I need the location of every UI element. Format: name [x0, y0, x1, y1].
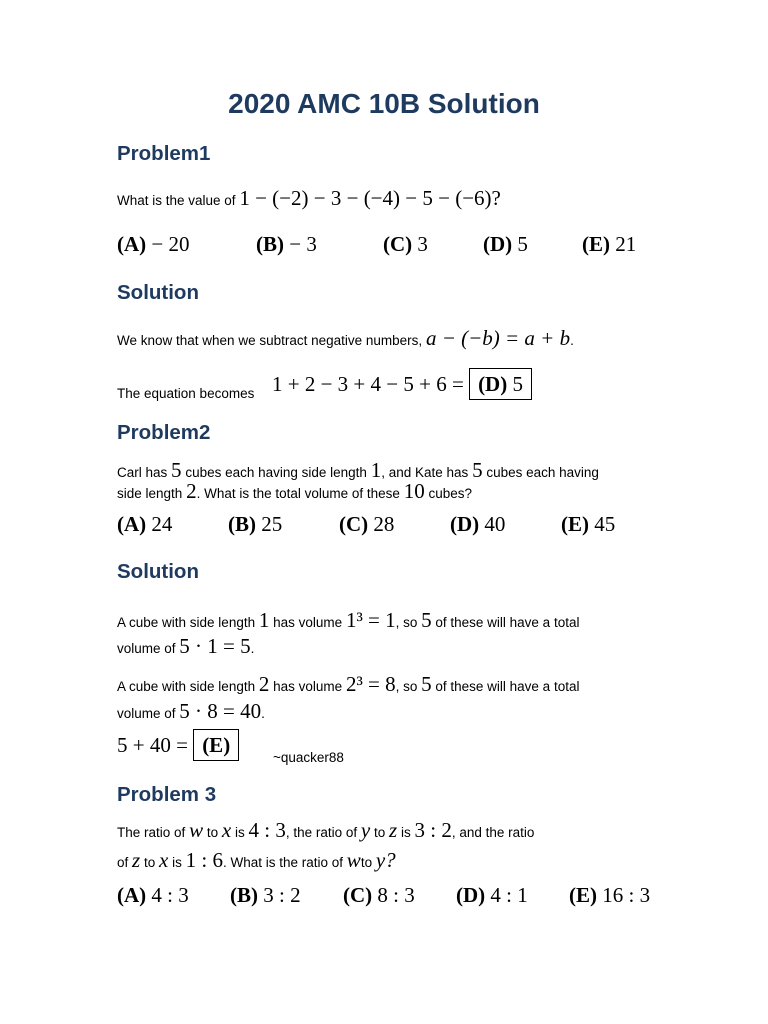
- problem3-choice-d: (D) 4 : 1: [456, 883, 528, 907]
- problem2-choice-a: (A) 24: [117, 512, 173, 536]
- problem3-heading: Problem 3: [117, 783, 217, 806]
- problem2-text-line1: Carl has 5 cubes each having side length 1, and Kate has 5 cubes each having: [117, 458, 599, 482]
- solution2-final: 5 + 40 = (E): [117, 729, 239, 761]
- solution1-heading: Solution: [117, 281, 199, 304]
- solution2-line2: volume of 5 · 1 = 5.: [117, 634, 255, 658]
- solution2-boxed-answer: (E): [193, 729, 239, 761]
- problem3-choice-b: (B) 3 : 2: [230, 883, 301, 907]
- problem3-text-line2: of z to x is 1 : 6. What is the ratio of wto y?: [117, 848, 396, 872]
- solution2-line1: A cube with side length 1 has volume 1³ = 1, so 5 of these will have a total: [117, 608, 580, 632]
- problem2-choice-e: (E) 45: [561, 512, 616, 536]
- solution1-identity-math: a − (−b) = a + b: [425, 326, 571, 350]
- problem1-question-text: What is the value of: [117, 193, 236, 208]
- solution1-boxed-answer: (D) 5: [469, 368, 532, 400]
- problem2-choice-d: (D) 40: [450, 512, 506, 536]
- problem1-question: [117, 186, 501, 211]
- problem2-choice-b: (B) 25: [228, 512, 283, 536]
- problem3-choice-c: (C) 8 : 3: [343, 883, 415, 907]
- problem3-choice-e: (E) 16 : 3: [569, 883, 651, 907]
- solution1-equation: 1 + 2 − 3 + 4 − 5 + 6 = (D) 5: [272, 368, 532, 400]
- problem1-choice-e: (E) 21: [582, 232, 637, 256]
- problem1-question-math: 1 − (−2) − 3 − (−4) − 5 − (−6)?: [239, 186, 501, 210]
- solution2-line3: A cube with side length 2 has volume 2³ = 8, so 5 of these will have a total: [117, 672, 580, 696]
- page-title: 2020 AMC 10B Solution: [228, 88, 540, 119]
- problem3-text-line1: The ratio of w to x is 4 : 3, the ratio of y to z is 3 : 2, and the ratio: [117, 818, 535, 842]
- solution2-credit: ~quacker88: [273, 750, 344, 765]
- problem1-choice-c: (C) 3: [383, 232, 428, 256]
- problem2-choice-c: (C) 28: [339, 512, 395, 536]
- problem2-text-line2: side length 2. What is the total volume of these 10 cubes?: [117, 479, 473, 503]
- problem1-heading: Problem1: [117, 142, 211, 165]
- solution2-heading: Solution: [117, 560, 199, 583]
- solution2-line4: volume of 5 · 8 = 40.: [117, 699, 265, 723]
- problem1-choice-a: (A) − 20: [117, 232, 190, 256]
- problem2-heading: Problem2: [117, 421, 211, 444]
- problem1-choice-b: (B) − 3: [256, 232, 317, 256]
- solution1-line1: We know that when we subtract negative numbers, a − (−b) = a + b.: [117, 326, 574, 350]
- problem3-choice-a: (A) 4 : 3: [117, 883, 189, 907]
- problem1-choice-d: (D) 5: [483, 232, 528, 256]
- solution1-line2-label: The equation becomes: [117, 386, 255, 401]
